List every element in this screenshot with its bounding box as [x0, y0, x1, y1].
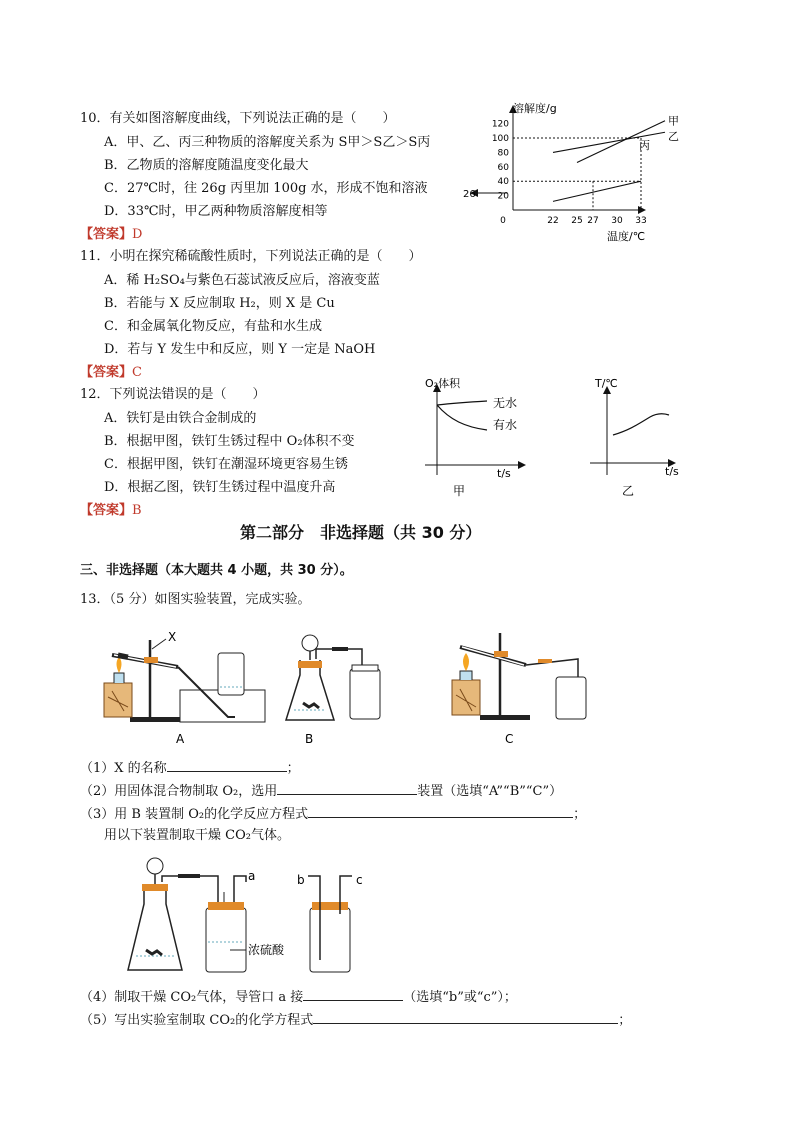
q11-answer	[80, 364, 142, 382]
answer-value: D	[132, 227, 143, 242]
x-tick-label: 27	[587, 216, 599, 226]
series-line	[577, 121, 665, 163]
y-tick-labels	[492, 120, 509, 202]
q12-stem: 12．下列说法错误的是（ ）	[80, 387, 266, 402]
answer-blank-2[interactable]	[277, 781, 417, 795]
temperature-curve	[613, 414, 669, 435]
q10-option-b: B．乙物质的溶解度随温度变化最大	[104, 158, 309, 173]
figure-yi	[585, 375, 695, 500]
sub5-end: ；	[618, 1013, 632, 1028]
y-tick-label: 120	[491, 119, 509, 130]
label-dry: 无水	[493, 396, 518, 410]
sub4-text: （4）制取干燥 CO₂气体，导管口 a 接	[80, 990, 304, 1005]
label-conc-acid: 浓硫酸	[248, 943, 285, 957]
dry-co2-apparatus	[120, 852, 480, 982]
sub1-text: （1）X 的名称	[80, 761, 167, 776]
q12-answer	[80, 502, 142, 520]
label-a: a	[248, 869, 256, 883]
curve-wet	[437, 405, 487, 430]
q13-sub3b: 用以下装置制取干燥 CO₂气体。	[104, 828, 290, 843]
answer-label: 【答案】	[80, 503, 133, 518]
sub3-text: （3）用 B 装置制 O₂的化学反应方程式	[80, 807, 309, 822]
label-c: c	[356, 873, 363, 887]
q10-stem: 10．有关如图溶解度曲线，下列说法正确的是（ ）	[80, 111, 396, 126]
q10-option-c: C．27℃时，往 26g 丙里加 100g 水，形成不饱和溶液	[104, 181, 428, 196]
y-axis-label: 溶解度/g	[513, 102, 557, 115]
q12-option-d: D．根据乙图，铁钉生锈过程中温度升高	[104, 480, 336, 495]
y-tick-label: 100	[491, 134, 509, 144]
q10-option-d: D．33℃时，甲乙两种物质溶解度相等	[104, 204, 328, 219]
q12-option-a: A．铁钉是由铁合金制成的	[104, 411, 257, 426]
q11-option-a: A．稀 H₂SO₄与紫色石蕊试液反应后，溶液变蓝	[104, 273, 380, 288]
solubility-chart	[455, 100, 715, 245]
label-apparatus-c: C	[505, 732, 514, 746]
figure-jia	[415, 375, 545, 500]
answer-label: 【答案】	[80, 365, 133, 380]
yi-x-label: t/s	[665, 465, 679, 478]
x-tick-label: 33	[635, 216, 647, 226]
apparatus-a	[104, 630, 265, 746]
q13-sub3	[80, 804, 586, 824]
q12-option-c: C．根据甲图，铁钉在潮湿环境更容易生锈	[104, 457, 348, 472]
label-apparatus-a: A	[176, 732, 185, 746]
answer-blank-1[interactable]	[167, 758, 287, 772]
q13-stem: 13．（5 分）如图实验装置，完成实验。	[80, 592, 311, 607]
label-b: b	[297, 873, 305, 887]
x-tick-label: 0	[500, 216, 506, 226]
jia-caption: 甲	[453, 484, 466, 498]
answer-label: 【答案】	[80, 227, 133, 242]
q11-option-c: C．和金属氧化物反应，有盐和水生成	[104, 319, 322, 334]
side-label-26: 26	[463, 189, 476, 200]
series-label: 乙	[668, 130, 679, 144]
answer-blank-5[interactable]	[313, 1010, 618, 1024]
sub5-text: （5）写出实验室制取 CO₂的化学方程式	[80, 1013, 314, 1028]
label-apparatus-b: B	[305, 732, 314, 746]
q13-sub5	[80, 1010, 631, 1030]
answer-blank-4[interactable]	[303, 987, 403, 1001]
jia-x-label: t/s	[497, 467, 511, 480]
curve-dry	[437, 401, 487, 405]
y-tick-label: 60	[497, 162, 509, 173]
x-axis-label: 温度/℃	[607, 230, 646, 243]
y-tick-label: 20	[497, 191, 509, 202]
x-tick-labels	[500, 216, 647, 226]
sub2-text: （2）用固体混合物制取 O₂，选用	[80, 784, 278, 799]
q11-stem: 11．小明在探究稀硫酸性质时，下列说法正确的是（ ）	[80, 249, 422, 264]
x-tick-label: 30	[611, 216, 623, 226]
q13-sub2	[80, 781, 562, 801]
part2-title: 第二部分 非选择题（共 30 分）	[240, 523, 482, 542]
q10-answer	[80, 226, 142, 244]
yi-y-label: T/℃	[595, 377, 618, 390]
q10-option-a: A．甲、乙、丙三种物质的溶解度关系为 S甲＞S乙＞S丙	[104, 135, 431, 150]
y-tick-label: 80	[497, 148, 509, 159]
apparatus-abc	[100, 625, 600, 750]
apparatus-b	[286, 635, 380, 746]
y-tick-label: 40	[497, 177, 509, 188]
q11-option-d: D．若与 Y 发生中和反应，则 Y 一定是 NaOH	[104, 342, 376, 357]
sub2-end: 装置（选填“A”“B”“C”）	[417, 784, 563, 799]
answer-value: C	[132, 365, 142, 380]
series-line	[553, 181, 641, 201]
q12-option-b: B．根据甲图，铁钉生锈过程中 O₂体积不变	[104, 434, 355, 449]
series-label: 甲	[668, 114, 679, 128]
label-wet: 有水	[493, 418, 518, 432]
q11-option-b: B．若能与 X 反应制取 H₂，则 X 是 Cu	[104, 296, 335, 311]
series-label: 丙	[639, 139, 650, 153]
label-x: X	[168, 630, 177, 644]
series-lines	[553, 115, 679, 202]
q13-sub4	[80, 987, 517, 1007]
answer-blank-3[interactable]	[308, 804, 573, 818]
section3-heading: 三、非选择题（本大题共 4 小题，共 30 分）。	[80, 563, 353, 578]
sub4-end: （选填“b”或“c”）；	[403, 990, 517, 1005]
q13-sub1	[80, 758, 300, 778]
answer-value: B	[132, 503, 142, 518]
apparatus-c	[452, 633, 586, 746]
sub3-end: ；	[573, 807, 587, 822]
guide-lines	[513, 138, 641, 210]
x-tick-label: 22	[547, 216, 559, 226]
yi-caption: 乙	[622, 484, 635, 498]
jia-y-label: O₂体积	[425, 377, 461, 390]
sub1-end: ；	[286, 761, 300, 776]
x-tick-label: 25	[571, 216, 583, 226]
